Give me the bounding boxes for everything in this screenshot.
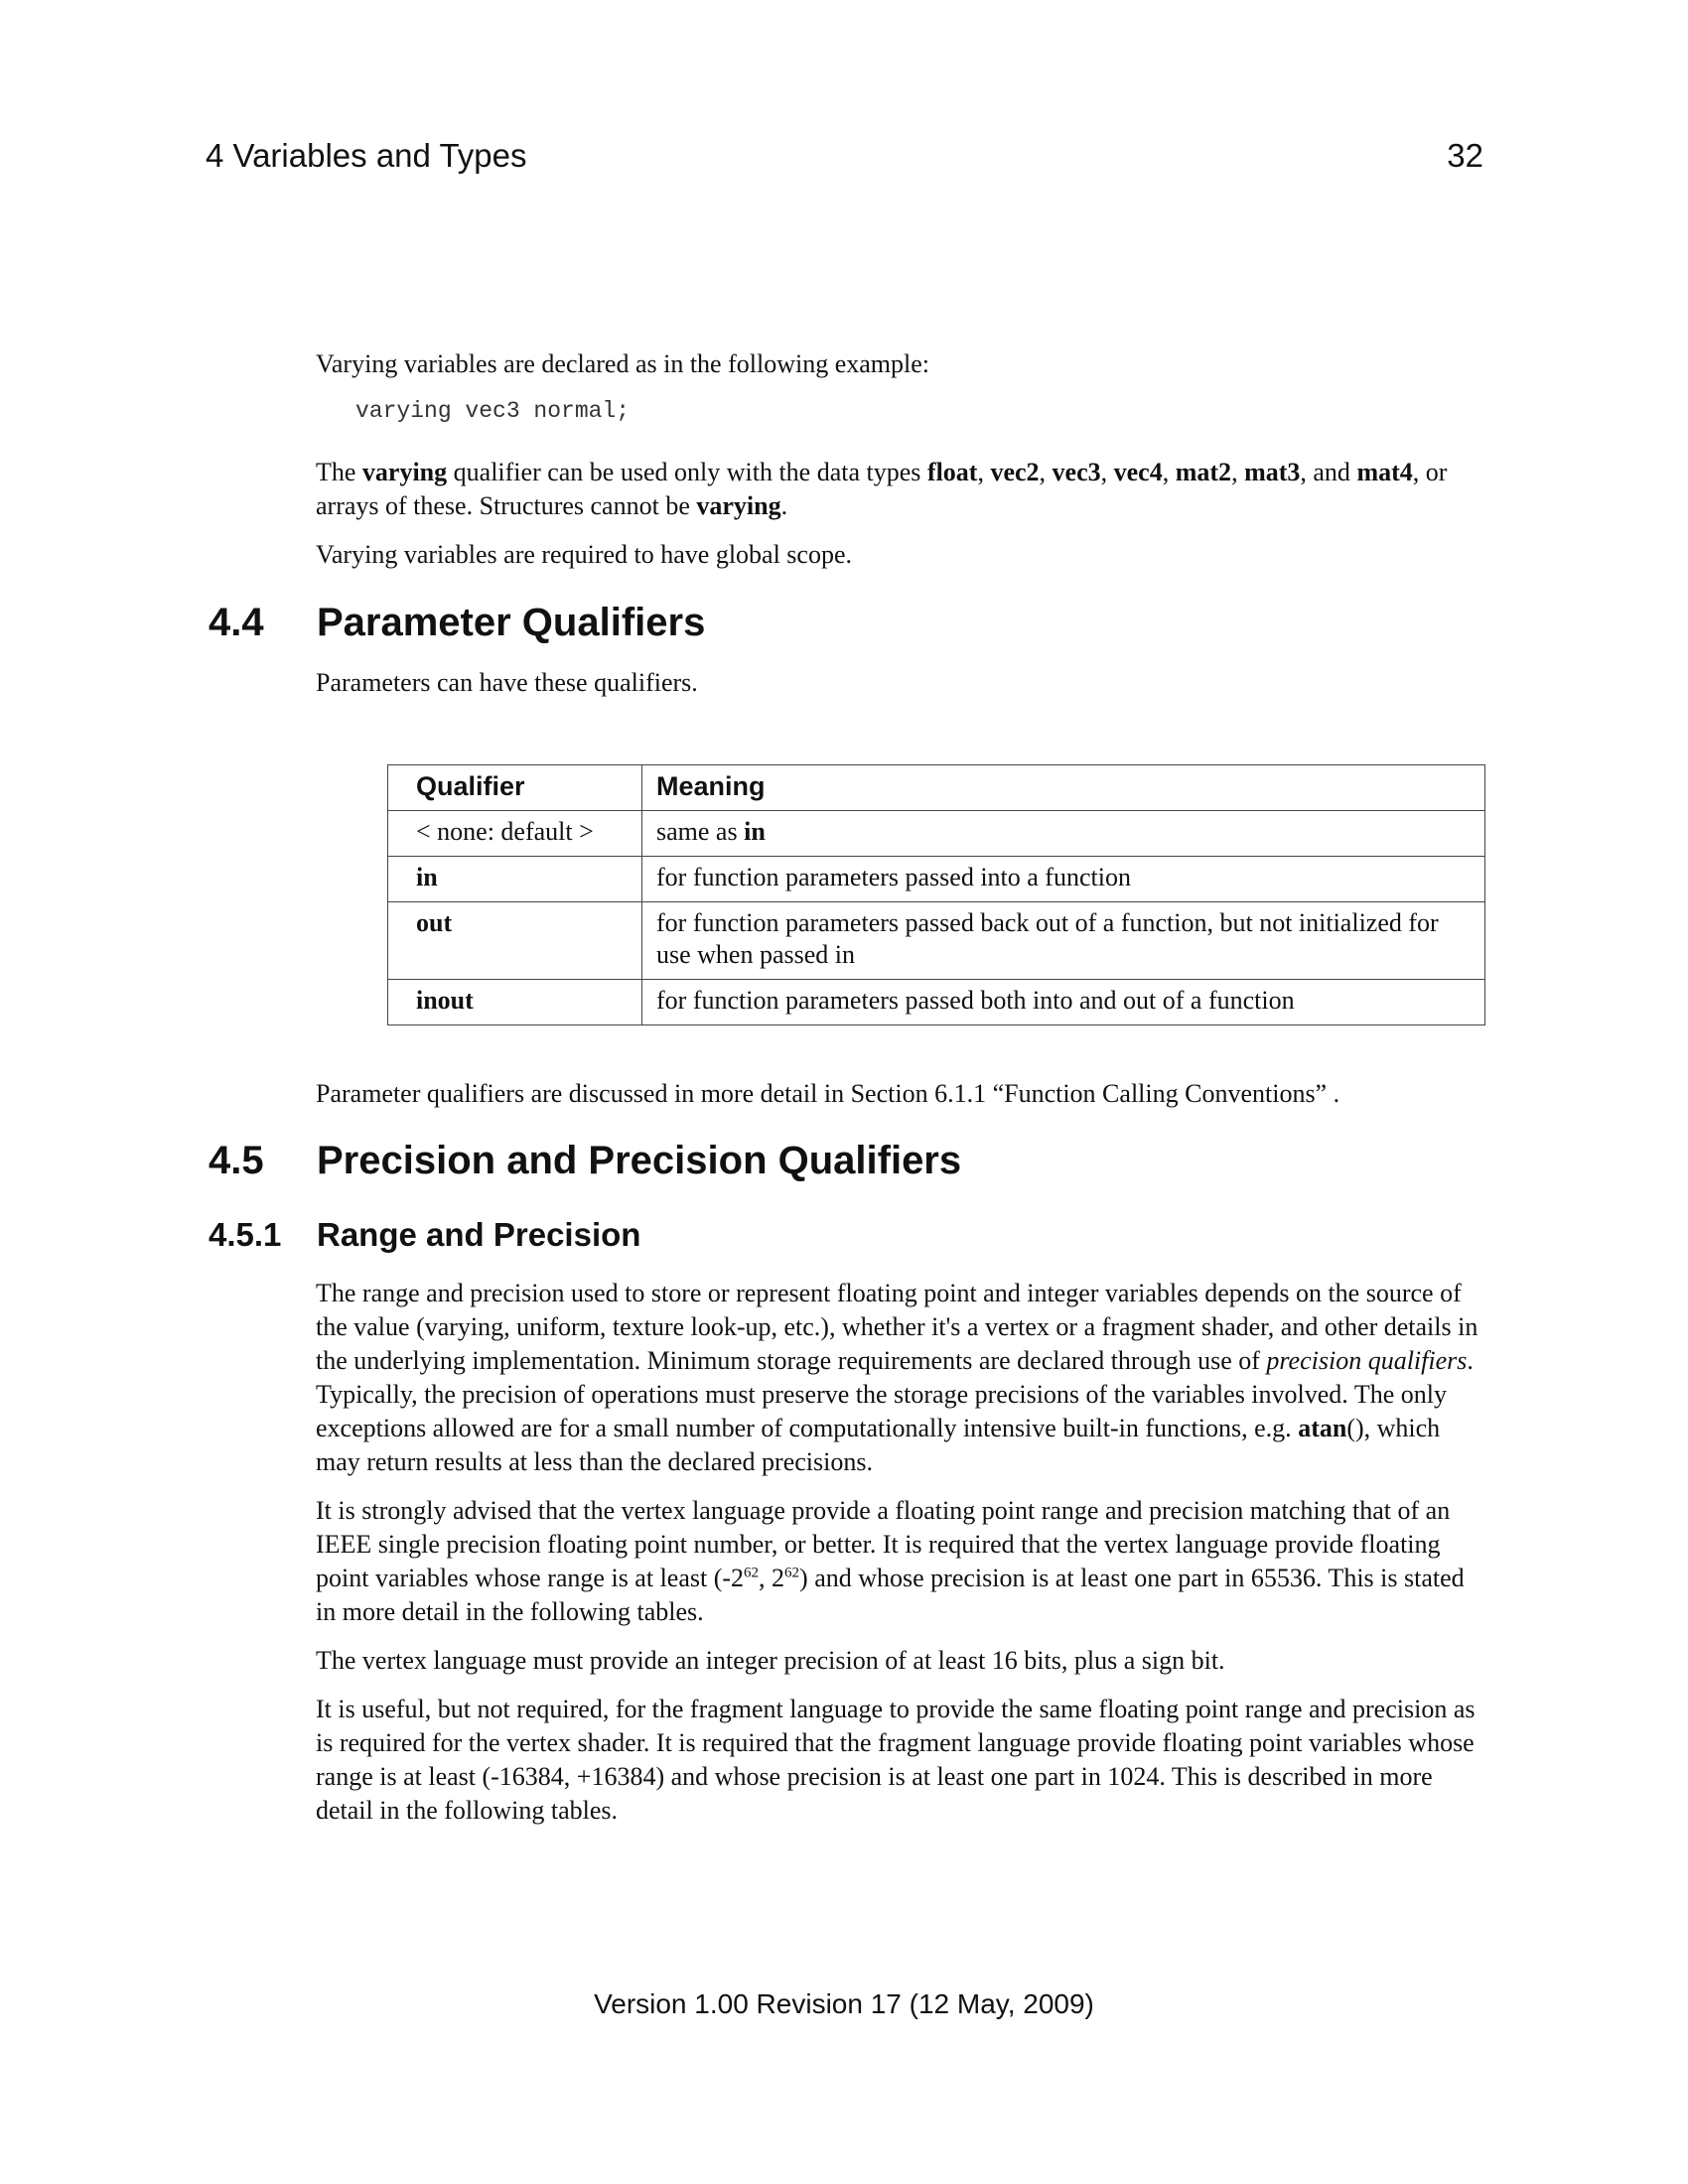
section-number-4-4: 4.4 xyxy=(209,601,264,644)
section-title-precision-qualifiers: Precision and Precision Qualifiers xyxy=(317,1139,962,1182)
meaning-cell: for function parameters passed back out of a function, but not initialized for use when passed in xyxy=(642,902,1485,980)
table-header-qualifier: Qualifier xyxy=(388,765,642,811)
table-header-row xyxy=(388,765,1485,811)
section-title-parameter-qualifiers: Parameter Qualifiers xyxy=(317,601,706,644)
section-number-4-5-1: 4.5.1 xyxy=(209,1216,282,1253)
range-precision-paragraph-1: The range and precision used to store or represent floating point and integer variables depends on the source of the value (varying, uniform, texture look-up, etc.), whether it's a vertex or a fragment shader, and other details in the underlying implementation. Minimum storage requirements are declared through use of precision qualifiers. Typically, the precision of operations must preserve the storage precisions of the variables involved. The only exceptions allowed are for a small number of computationally intensive built-in functions, e.g. atan(), which may return results at less than the declared precisions. xyxy=(316,1279,1478,1476)
varying-intro-paragraph: Varying variables are declared as in the following example: xyxy=(316,349,929,378)
range-precision-paragraph-4: It is useful, but not required, for the fragment language to provide the same floating point range and precision as is required for the vertex shader. It is required that the fragment language provide floating point variables whose range is at least (-16384, +16384) and whose precision is at least one part in 1024. This is described in more detail in the following tables. xyxy=(316,1695,1476,1825)
table-row xyxy=(388,902,1485,980)
running-header-chapter: 4 Variables and Types xyxy=(206,137,527,174)
qualifier-cell: inout xyxy=(388,980,642,1025)
range-precision-paragraph-3: The vertex language must provide an integer precision of at least 16 bits, plus a sign bit. xyxy=(316,1646,1225,1675)
qualifier-cell: in xyxy=(388,857,642,902)
meaning-cell: for function parameters passed into a function xyxy=(642,857,1485,902)
parameter-qualifiers-table xyxy=(387,764,1485,1025)
table-row xyxy=(388,980,1485,1025)
meaning-cell: same as in xyxy=(642,811,1485,857)
code-example: varying vec3 normal; xyxy=(355,398,631,424)
page-footer-version: Version 1.00 Revision 17 (12 May, 2009) xyxy=(594,1988,1094,2019)
table-header-meaning: Meaning xyxy=(642,765,1485,811)
global-scope-paragraph: Varying variables are required to have global scope. xyxy=(316,540,853,569)
table-row xyxy=(388,811,1485,857)
page-number: 32 xyxy=(1447,137,1483,174)
parameters-intro-paragraph: Parameters can have these qualifiers. xyxy=(316,668,698,697)
meaning-cell: for function parameters passed both into and out of a function xyxy=(642,980,1485,1025)
qualifier-cell: < none: default > xyxy=(388,811,642,857)
section-title-range-and-precision: Range and Precision xyxy=(317,1216,641,1253)
section-number-4-5: 4.5 xyxy=(209,1139,264,1182)
parameter-qualifiers-reference: Parameter qualifiers are discussed in more detail in Section 6.1.1 “Function Calling Conventions” . xyxy=(316,1079,1340,1108)
range-precision-paragraph-2: It is strongly advised that the vertex language provide a floating point range and precision matching that of an IEEE single precision floating point number, or better. It is required that the vertex language provide floating point variables whose range is at least ($-2^{62}$, $2^{62}$) and whose precision is at least one part in 65536. This is stated in more detail in the following tables. xyxy=(316,1496,1465,1626)
table-row xyxy=(388,857,1485,902)
varying-qualifier-paragraph: The varying qualifier can be used only with the data types float, vec2, vec3, vec4, mat2, mat3, and mat4, or arrays of these. Structures cannot be varying. xyxy=(316,458,1448,520)
qualifier-cell: out xyxy=(388,902,642,980)
